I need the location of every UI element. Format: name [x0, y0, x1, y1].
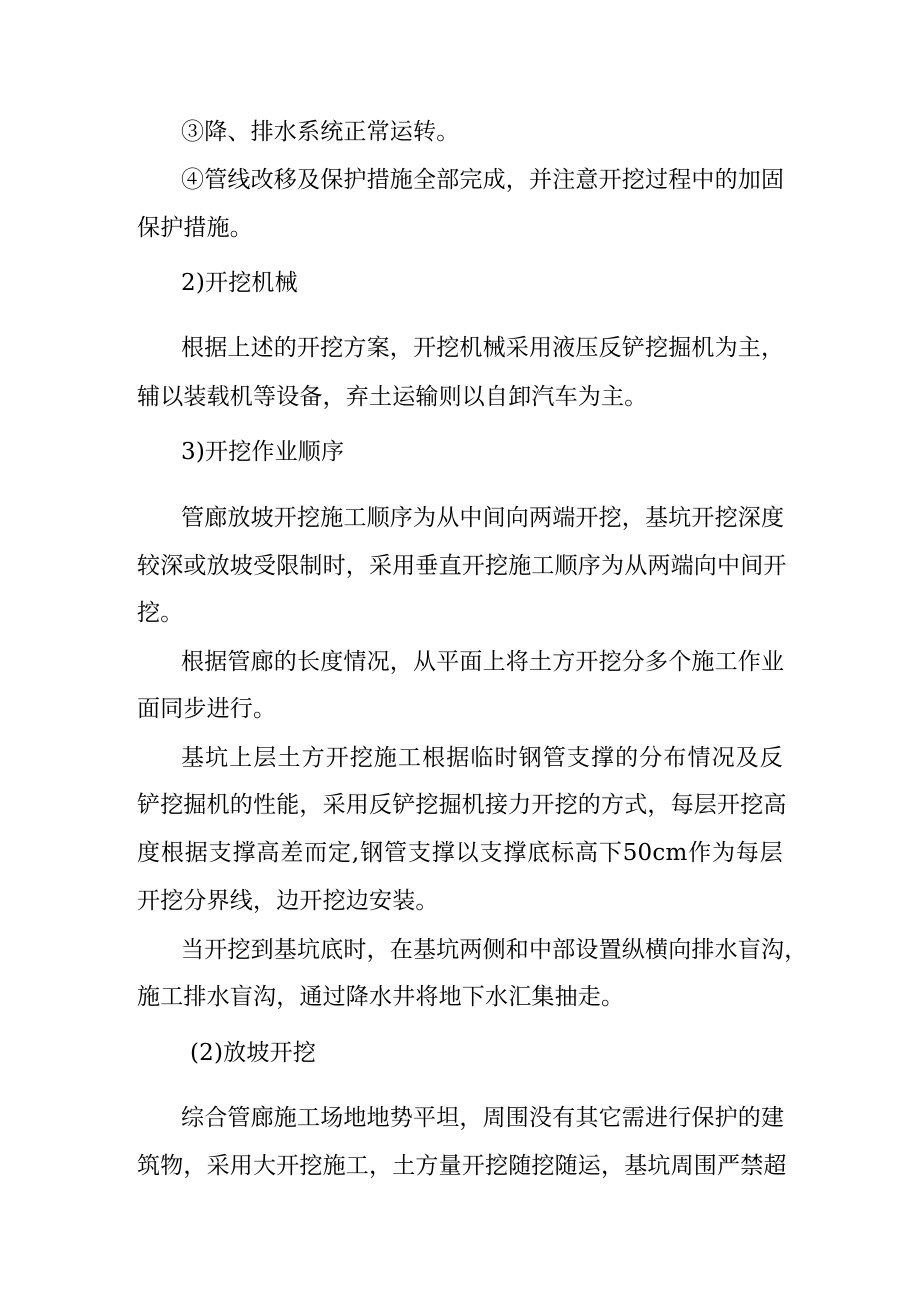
text-line: 面同步进行。 — [137, 696, 277, 722]
text-line: 度根据支撑高差而定,钢管支撑以支撑底标高下50cm作为每层 — [137, 840, 783, 866]
text-line: 基坑上层土方开挖施工根据临时钢管支撑的分布情况及反 — [181, 745, 783, 771]
text-line: 开挖分界线，边开挖边安装。 — [137, 888, 439, 914]
text-line: ③降、排水系统正常运转。 — [181, 119, 460, 145]
section-heading: (2)放坡开挖 — [190, 1040, 316, 1066]
text-line: 铲挖掘机的性能，采用反铲挖掘机接力开挖的方式，每层开挖高 — [137, 792, 787, 818]
text-line: 挖。 — [137, 600, 184, 626]
text-line: ④管线改移及保护措施全部完成，并注意开挖过程中的加固 — [181, 167, 785, 193]
section-heading: 2)开挖机械 — [181, 270, 298, 296]
text-line: 管廊放坡开挖施工顺序为从中间向两端开挖，基坑开挖深度 — [181, 505, 785, 531]
text-line: 综合管廊施工场地地势平坦，周围没有其它需进行保护的建 — [181, 1105, 785, 1131]
text-line: 当开挖到基坑底时，在基坑两侧和中部设置纵横向排水盲沟， — [181, 937, 808, 963]
text-line: 较深或放坡受限制时，采用垂直开挖施工顺序为从两端向中间开 — [137, 553, 787, 579]
text-line: 辅以装载机等设备，弃土运输则以自卸汽车为主。 — [137, 384, 648, 410]
text-line: 施工排水盲沟，通过降水井将地下水汇集抽走。 — [137, 984, 625, 1010]
section-heading: 3)开挖作业顺序 — [181, 439, 345, 465]
text-line: 筑物，采用大开挖施工，土方量开挖随挖随运，基坑周围严禁超 — [137, 1153, 787, 1179]
text-line: 根据管廊的长度情况，从平面上将土方开挖分多个施工作业 — [181, 649, 785, 675]
text-line: 保护措施。 — [137, 215, 253, 241]
text-line: 根据上述的开挖方案，开挖机械采用液压反铲挖掘机为主， — [181, 335, 785, 361]
